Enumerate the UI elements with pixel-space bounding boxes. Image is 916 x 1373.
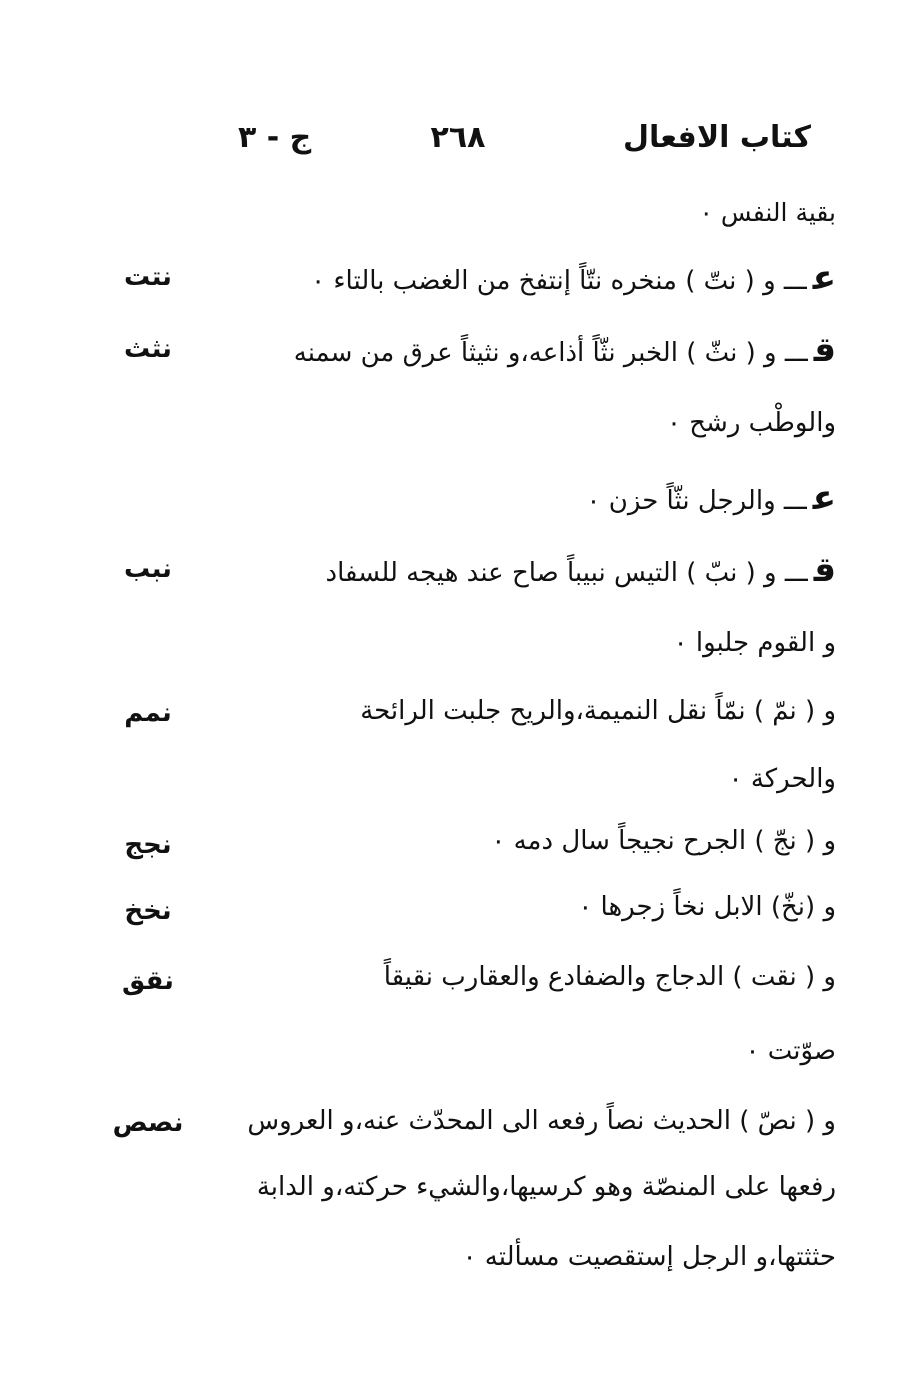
text-line [745, 1036, 836, 1066]
source-code: ق [813, 330, 836, 370]
margin-root: نمم [124, 698, 172, 728]
line-text: و ( نمّ ) نمّاً نقل النميمة،والريح جلبت الرائحة [360, 696, 836, 726]
text-line [491, 826, 836, 856]
margin-root: نصص [112, 1108, 184, 1138]
line-text: و ( نجّ ) الجرح نجيجاً سال دمه ٠ [491, 826, 836, 856]
text-line [578, 892, 836, 922]
text-line [674, 628, 836, 658]
source-code: ع [812, 258, 836, 298]
line-text: ـــ والرجل نثّاً حزن ٠ [586, 486, 807, 516]
line-text: حثثتها،و الرجل إستقصيت مسألته ٠ [462, 1242, 836, 1272]
margin-root: نتت [124, 262, 172, 292]
line-text: صوّتت ٠ [745, 1036, 836, 1066]
line-text: ـــ و ( نثّ ) الخبر نثّاً أذاعه،و نثيثاً عرق من سمنه [293, 338, 808, 368]
text-line [311, 258, 836, 298]
book-title: كتاب الافعال [622, 120, 811, 155]
text-line [587, 478, 836, 518]
text-line [667, 408, 836, 438]
line-text: و ( نصّ ) الحديث نصاً رفعه الى المحدّث عنه،و العروس [247, 1106, 836, 1136]
text-line [699, 198, 836, 227]
line-text: بقية النفس ٠ [699, 198, 836, 227]
text-line [257, 1172, 836, 1202]
line-text: رفعها على المنصّة وهو كرسيها،والشيء حركته،و الدابة [256, 1172, 836, 1202]
margin-root: نبب [124, 554, 172, 584]
text-line [326, 550, 837, 590]
line-text: ـــ و ( نبّ ) التيس نبيباً صاح عند هيجه للسفاد [325, 558, 808, 588]
line-text: والحركة ٠ [728, 764, 836, 794]
text-line [384, 962, 836, 992]
line-text: والوطْب رشح ٠ [667, 408, 836, 438]
line-text: ـــ و ( نتّ ) منخره نتّاً إنتفخ من الغضب بالتاء ٠ [311, 266, 807, 296]
source-code: ق [813, 550, 836, 590]
text-line [247, 1106, 836, 1136]
margin-root: نثث [124, 334, 172, 364]
page-number: ٢٦٨ [430, 120, 486, 155]
text-line [729, 764, 836, 794]
source-code: ع [812, 478, 836, 518]
line-text: و القوم جلبوا ٠ [673, 628, 836, 658]
margin-root: نخخ [124, 896, 172, 926]
text-line [360, 696, 836, 726]
line-text: و (نخّ) الابل نخاً زجرها ٠ [578, 892, 836, 922]
line-text: و ( نقت ) الدجاج والضفادع والعقارب نقيقاً [383, 962, 836, 992]
text-line [294, 330, 836, 370]
text-line [463, 1242, 836, 1272]
margin-root: نقق [122, 966, 174, 996]
margin-root: نجج [124, 830, 172, 860]
volume-number: ج - ٣ [238, 120, 312, 155]
